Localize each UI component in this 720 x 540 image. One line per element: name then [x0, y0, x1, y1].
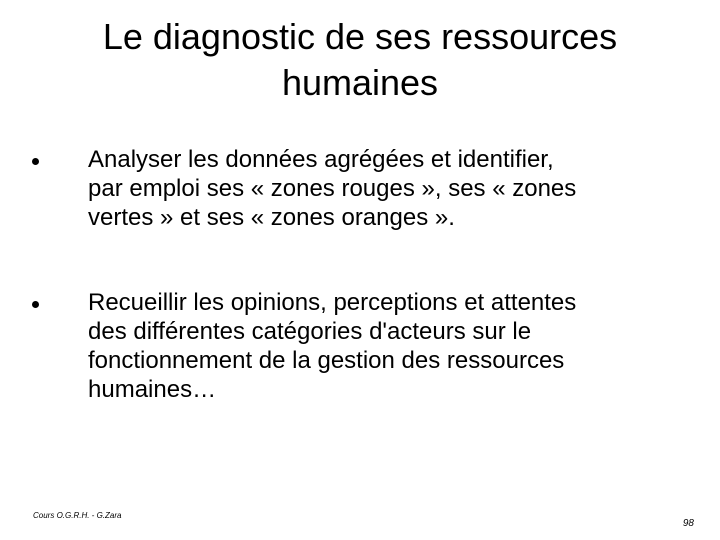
- bullet-dot-icon: [32, 158, 39, 165]
- bullet-text-line: par emploi ses « zones rouges », ses « zones: [88, 175, 577, 202]
- bullet-text: [88, 288, 690, 404]
- bullet-text-line: fonctionnement de la gestion des ressources: [88, 347, 565, 374]
- bullet-text-line: Recueillir les opinions, perceptions et attentes: [88, 289, 577, 316]
- bullet-text-line: des différentes catégories d'acteurs sur le: [88, 318, 532, 345]
- bullet-text: [88, 145, 690, 232]
- bullet-list: [30, 145, 690, 460]
- bullet-item: [30, 145, 690, 232]
- slide-title: [40, 14, 680, 106]
- bullet-text-line: Analyser les données agrégées et identifier,: [88, 146, 554, 173]
- bullet-item: [30, 288, 690, 404]
- footer-credit: Cours O.G.R.H. - G.Zara: [33, 511, 122, 520]
- slide-title-line: humaines: [281, 62, 439, 103]
- page-number: 98: [682, 518, 694, 529]
- bullet-text-line: humaines…: [88, 376, 217, 403]
- bullet-dot-icon: [32, 301, 39, 308]
- bullet-text-line: vertes » et ses « zones oranges ».: [88, 204, 455, 231]
- slide-title-line: Le diagnostic de ses ressources: [102, 16, 618, 57]
